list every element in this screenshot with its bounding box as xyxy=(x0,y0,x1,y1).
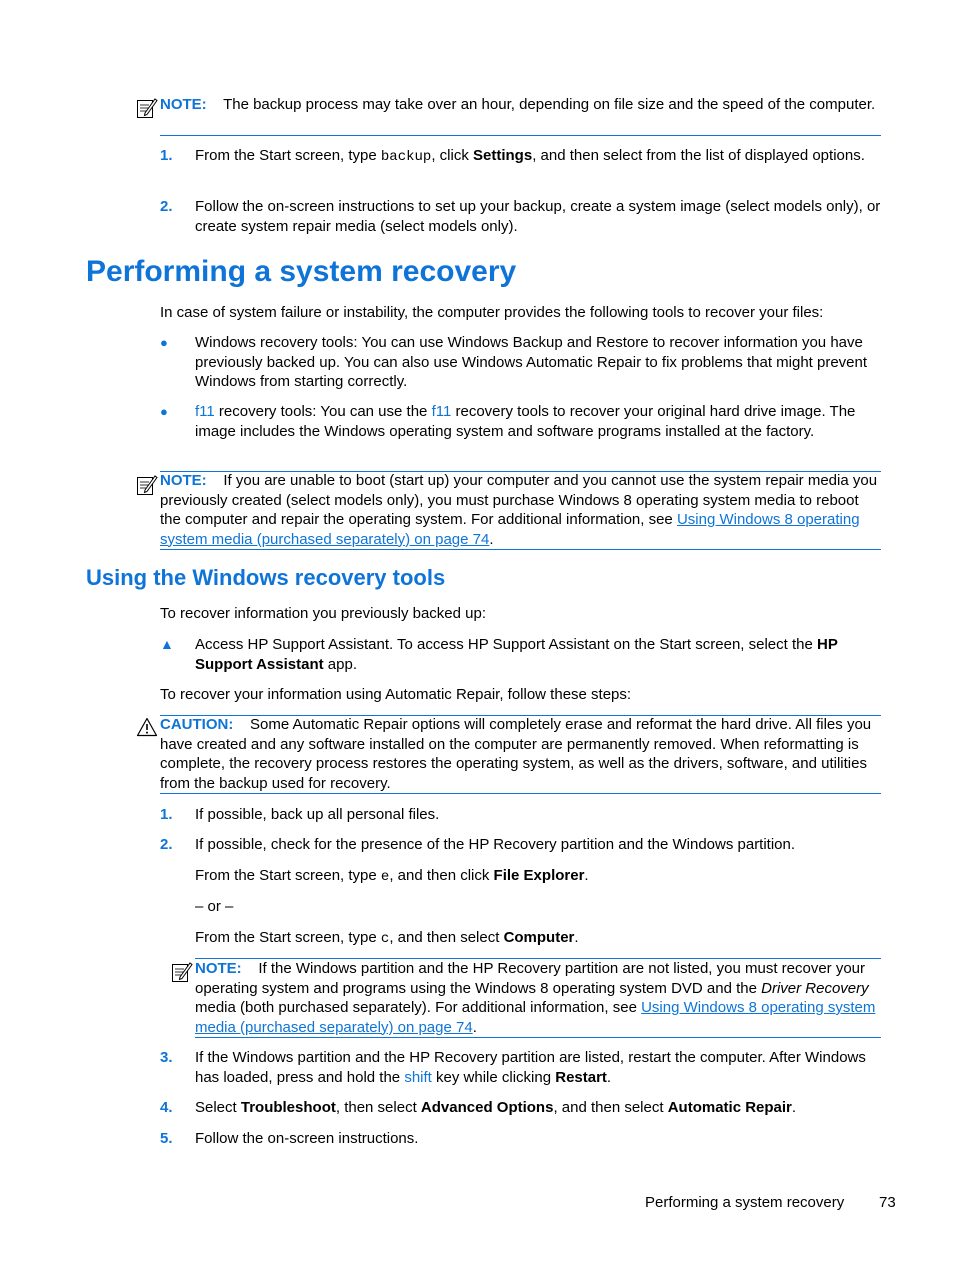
repair-step-1: If possible, back up all personal files. xyxy=(195,806,440,823)
step-number: 2. xyxy=(160,836,173,853)
note-windows-media: NOTE: If you are unable to boot (start up) your computer and you cannot use the system repair media you previously created (select models only), you must purchase Windows 8 operating system media to reboot the computer and repair the operating system. For additional information, see Using Windows 8 operating system media (purchased separately) on page 74. xyxy=(160,472,878,548)
bullet-symbol: ● xyxy=(160,335,168,350)
page-number: 73 xyxy=(879,1194,896,1211)
repair-step-4: Select Troubleshoot, then select Advanced Options, and then select Automatic Repair. xyxy=(195,1099,797,1116)
bullet-symbol: ● xyxy=(160,404,168,419)
repair-step-2-file-explorer: From the Start screen, type e, and then click File Explorer. xyxy=(195,867,589,885)
note-pencil-icon xyxy=(136,97,158,119)
repair-step-5: Follow the on-screen instructions. xyxy=(195,1130,419,1147)
step-number: 2. xyxy=(160,198,173,215)
backup-step-1: From the Start screen, type backup, click Settings, and then select from the list of displayed options. xyxy=(195,147,865,165)
step-number: 3. xyxy=(160,1049,173,1066)
backup-step-2: Follow the on-screen instructions to set up your backup, create a system image (select models only), or create system repair media (select models only). xyxy=(195,198,881,235)
caution-erase-drive: CAUTION: Some Automatic Repair options will completely erase and reformat the hard drive. All files you have created and any software installed on the computer are permanently removed. When reformatting is complete, the recovery process restores the operating system, as well as the drivers, software, and utilities from the backup used for recovery. xyxy=(160,716,872,792)
repair-step-3: If the Windows partition and the HP Recovery partition are listed, restart the computer. After Windows has loaded, press and hold the shift key while clicking Restart. xyxy=(195,1049,866,1086)
repair-step-2-computer: From the Start screen, type c, and then select Computer. xyxy=(195,929,579,947)
key-shift: shift xyxy=(404,1068,432,1086)
note-divider xyxy=(160,549,881,550)
step-number: 1. xyxy=(160,806,173,823)
key-f11: f11 xyxy=(195,403,215,420)
auto-repair-intro: To recover your information using Automatic Repair, follow these steps: xyxy=(160,686,632,703)
note-pencil-icon xyxy=(136,474,158,496)
note-divider xyxy=(195,1037,881,1038)
link-windows8-media[interactable]: Using Windows 8 operating system media (purchased separately) on page 74 xyxy=(160,511,860,548)
caution-triangle-icon xyxy=(136,717,158,737)
intro-paragraph: In case of system failure or instability, the computer provides the following tools to recover your files: xyxy=(160,304,824,321)
bullet-f11-recovery-tools: f11 recovery tools: You can use the f11 recovery tools to recover your original hard drive image. The image includes the Windows operating system and software programs installed at the factory. xyxy=(195,403,856,440)
note-pencil-icon xyxy=(171,961,193,983)
section-title: Performing a system recovery xyxy=(86,255,517,288)
note-divider xyxy=(160,135,881,136)
recover-intro: To recover information you previously backed up: xyxy=(160,605,487,622)
link-windows8-media[interactable]: Using Windows 8 operating system media (purchased separately) on page 74 xyxy=(195,999,876,1036)
step-number: 5. xyxy=(160,1130,173,1147)
step-number: 4. xyxy=(160,1099,173,1116)
repair-step-2: If possible, check for the presence of the HP Recovery partition and the Windows partition. xyxy=(195,836,796,853)
bullet-windows-recovery-tools: Windows recovery tools: You can use Windows Backup and Restore to recover information you have previously backed up. You can also use Windows Automatic Repair to fix problems that might prevent Windows from starting correctly. xyxy=(195,334,868,390)
note-partitions-not-listed: NOTE: If the Windows partition and the HP Recovery partition are not listed, you must recover your operating system and programs using the Windows 8 operating system DVD and the Driver Recovery media (both purchased separately). For additional information, see Using Windows 8 operating system media (purchased separately) on page 74. xyxy=(195,960,876,1036)
triangle-bullet: ▲ xyxy=(160,636,174,652)
step-number: 1. xyxy=(160,147,173,164)
key-f11: f11 xyxy=(431,403,452,420)
hp-support-assistant-step: Access HP Support Assistant. To access HP Support Assistant on the Start screen, select the HP Support Assistant app. xyxy=(195,636,838,673)
or-separator: – or – xyxy=(195,898,234,915)
note-backup-duration: NOTE: The backup process may take over an hour, depending on file size and the speed of the computer. xyxy=(160,96,876,113)
subsection-title: Using the Windows recovery tools xyxy=(86,565,446,590)
caution-divider xyxy=(160,793,881,794)
footer-title: Performing a system recovery xyxy=(645,1194,845,1211)
